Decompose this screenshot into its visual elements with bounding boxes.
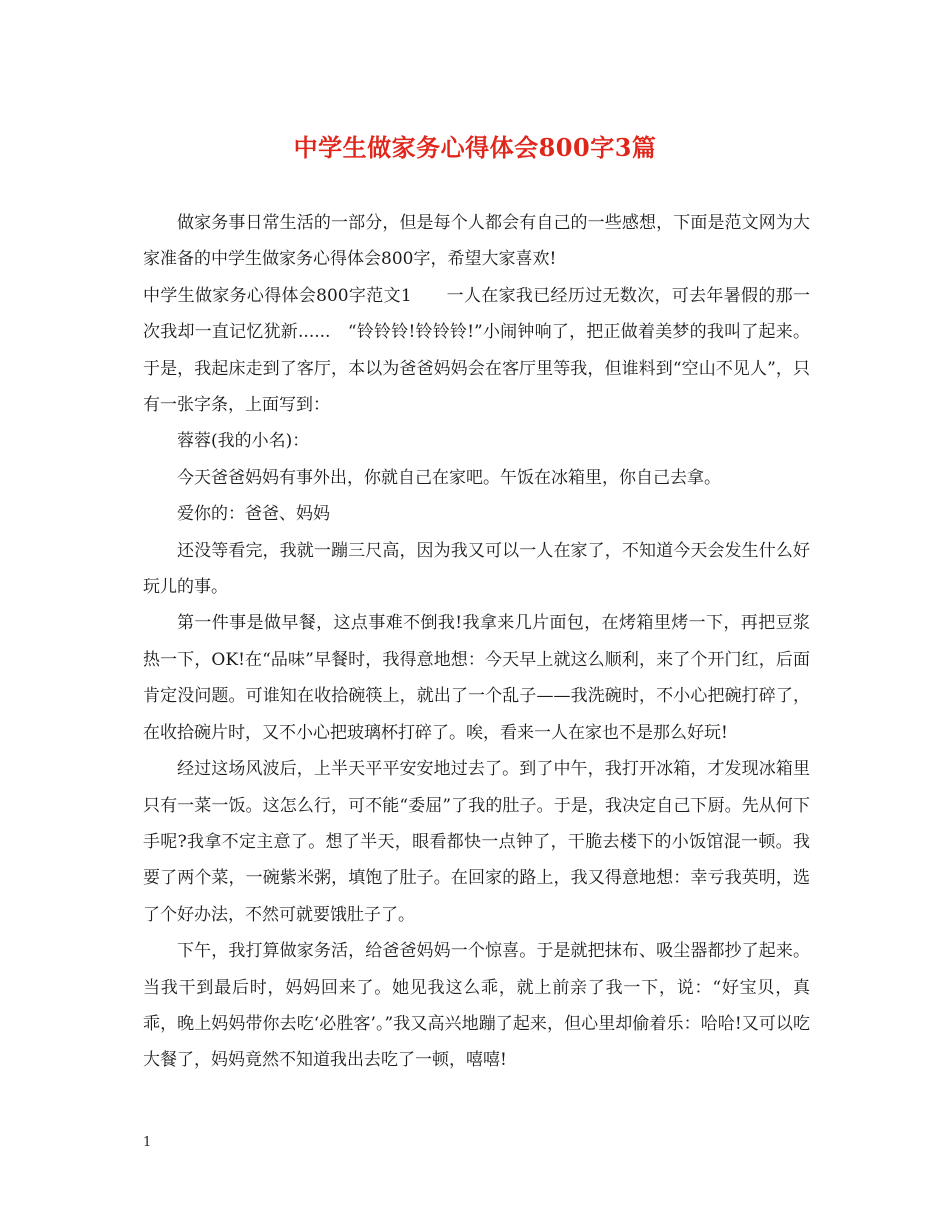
note-signature: 爱你的：爸爸、妈妈 (177, 504, 330, 525)
body-paragraph: 还没等看完，我就一蹦三尺高，因为我又可以一人在家了，不知道今天会发生什么好玩儿的事。 (143, 540, 810, 598)
body-paragraph: 第一件事是做早餐，这点事难不倒我!我拿来几片面包，在烤箱里烤一下，再把豆浆热一下，OK!在“品味”早餐时，我得意地想：今天早上就这么顺利，来了个开门红，后面肯定没问题。可谁知在收拾碗筷上，就出了一个乱子——我洗碗时，不小心把碗打碎了，在收拾碗片时，又不小心把玻璃杯打碎了。唉，看来一人在家也不是那么好玩! (143, 613, 810, 743)
essay-1-opening-paragraph: 中学生做家务心得体会800字范文1 一人在家我已经历过无数次，可去年暑假的那一次我却一直记忆犹新...... “铃铃铃!铃铃铃!”小闹钟响了，把正做着美梦的我叫了起来。于是，我起床走到了客厅，本以为爸爸妈妈会在客厅里等我，但谁料到“空山不见人”，只有一张字条，上面写到： (143, 285, 810, 416)
document-body (143, 205, 810, 1079)
document-title: 中学生做家务心得体会800字3篇 (293, 133, 657, 162)
page-number: 1 (143, 1135, 152, 1150)
body-paragraph: 经过这场风波后，上半天平平安安地过去了。到了中午，我打开冰箱，才发现冰箱里只有一菜一饭。这怎么行，可不能“委屈”了我的肚子。于是，我决定自己下厨。先从何下手呢?我拿不定主意了。想了半天，眼看都快一点钟了，干脆去楼下的小饭馆混一顿。我要了两个菜，一碗紫米粥，填饱了肚子。在回家的路上，我又得意地想：幸亏我英明，选了个好办法，不然可就要饿肚子了。 (143, 759, 810, 925)
note-salutation: 蓉蓉(我的小名)： (177, 431, 310, 452)
intro-paragraph: 做家务事日常生活的一部分，但是每个人都会有自己的一些感想，下面是范文网为大家准备的中学生做家务心得体会800字，希望大家喜欢! (143, 213, 810, 270)
body-paragraph: 下午，我打算做家务活，给爸爸妈妈一个惊喜。于是就把抹布、吸尘器都抄了起来。当我干到最后时，妈妈回来了。她见我这么乖，就上前亲了我一下，说：“好宝贝，真乖，晚上妈妈带你去吃‘必胜客’。”我又高兴地蹦了起来，但心里却偷着乐：哈哈!又可以吃大餐了，妈妈竟然不知道我出去吃了一顿，嘻嘻! (143, 941, 810, 1071)
note-body: 今天爸爸妈妈有事外出，你就自己在家吧。午饭在冰箱里，你自己去拿。 (177, 467, 721, 488)
